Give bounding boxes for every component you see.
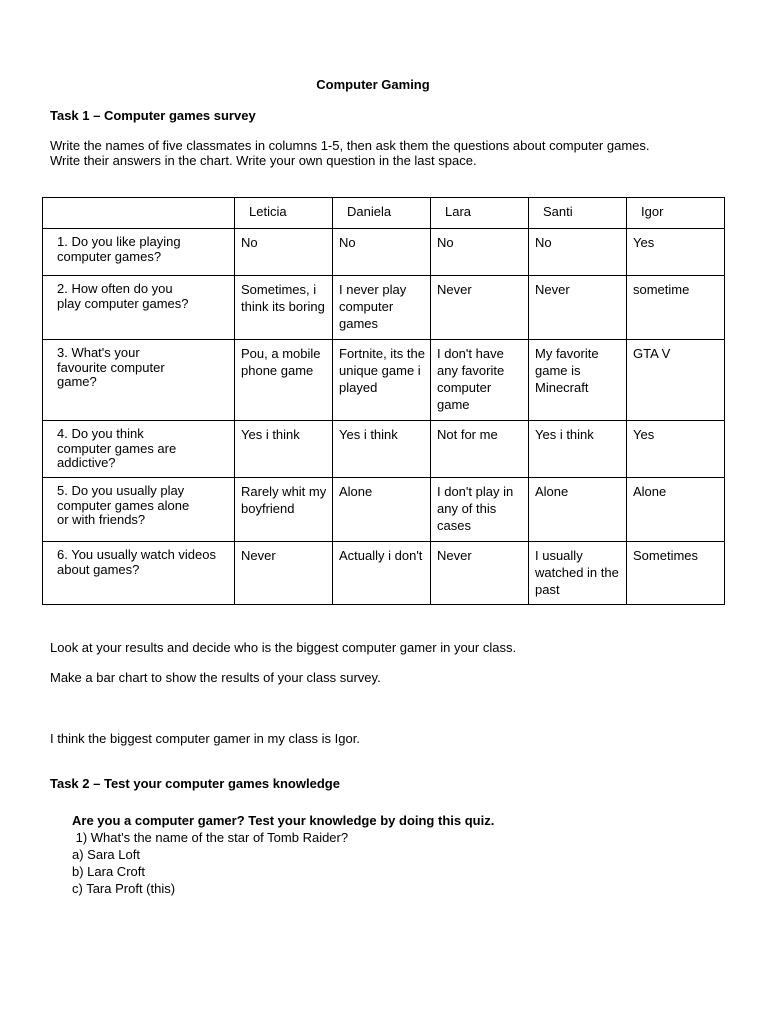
question-line: computer games alone	[57, 497, 190, 513]
table-header-row	[43, 198, 725, 229]
question-line: about games?	[57, 561, 140, 577]
question-line: computer games are	[57, 440, 177, 456]
answer-cell: No	[529, 229, 627, 276]
results-instruction: Look at your results and decide who is the biggest computer gamer in your class.	[50, 640, 517, 655]
quiz-question-1: 1) What's the name of the star of Tomb Raider?	[72, 830, 349, 845]
header-cell-name: Lara	[431, 198, 529, 229]
question-line: addictive?	[57, 455, 116, 470]
header-cell-name: Igor	[627, 198, 725, 229]
table-row	[43, 229, 725, 276]
answer-cell: Actually i don't	[333, 542, 431, 605]
question-line: 2. How often do you	[57, 281, 173, 296]
quiz-option-b: b) Lara Croft	[72, 864, 145, 879]
question-line: 6. You usually watch videos	[57, 547, 216, 562]
question-line: computer games?	[57, 248, 162, 264]
header-cell-name: Leticia	[235, 198, 333, 229]
answer-cell: GTA V	[627, 340, 725, 421]
survey-table	[42, 197, 725, 605]
answer-cell: Alone	[529, 478, 627, 542]
question-line: game?	[57, 374, 97, 389]
quiz-intro: Are you a computer gamer? Test your knowledge by doing this quiz.	[72, 813, 495, 828]
task1-instructions	[50, 138, 650, 168]
answer-cell: Never	[431, 542, 529, 605]
question-cell	[43, 542, 235, 605]
table-row	[43, 542, 725, 605]
question-cell	[43, 340, 235, 421]
answer-cell: No	[333, 229, 431, 276]
table-row	[43, 340, 725, 421]
question-line: favourite computer	[57, 359, 165, 375]
bar-chart-instruction: Make a bar chart to show the results of your class survey.	[50, 670, 381, 685]
question-line: 4. Do you think	[57, 426, 144, 441]
quiz-question-block	[72, 829, 348, 897]
answer-cell: Alone	[627, 478, 725, 542]
question-cell	[43, 478, 235, 542]
answer-cell: Not for me	[431, 421, 529, 478]
answer-cell: Never	[235, 542, 333, 605]
instruction-line-1: Write the names of five classmates in columns 1-5, then ask them the questions about computer games.	[50, 138, 650, 153]
answer-cell: No	[431, 229, 529, 276]
answer-cell: Rarely whit my boyfriend	[235, 478, 333, 542]
question-line: 3. What's your	[57, 345, 140, 360]
question-line: or with friends?	[57, 512, 146, 527]
question-cell	[43, 421, 235, 478]
page-title: Computer Gaming	[316, 77, 430, 92]
question-line: 1. Do you like playing	[57, 234, 181, 249]
answer-cell: Pou, a mobile phone game	[235, 340, 333, 421]
table-row	[43, 478, 725, 542]
answer-cell: Never	[529, 276, 627, 340]
table-row	[43, 276, 725, 340]
answer-cell: Alone	[333, 478, 431, 542]
answer-cell: Yes i think	[235, 421, 333, 478]
question-line: play computer games?	[57, 295, 189, 311]
header-cell-name: Daniela	[333, 198, 431, 229]
answer-cell: I usually watched in the past	[529, 542, 627, 605]
task2-heading: Task 2 – Test your computer games knowledge	[50, 776, 340, 791]
answer-cell: I never play computer games	[333, 276, 431, 340]
quiz-option-a: a) Sara Loft	[72, 847, 140, 862]
question-cell	[43, 276, 235, 340]
answer-cell: My favorite game is Minecraft	[529, 340, 627, 421]
answer-cell: Yes i think	[333, 421, 431, 478]
answer-cell: Yes	[627, 229, 725, 276]
answer-cell: Sometimes	[627, 542, 725, 605]
answer-cell: Yes i think	[529, 421, 627, 478]
instruction-line-2: Write their answers in the chart. Write your own question in the last space.	[50, 153, 477, 168]
answer-cell: I don't have any favorite computer game	[431, 340, 529, 421]
answer-cell: I don't play in any of this cases	[431, 478, 529, 542]
header-cell-name: Santi	[529, 198, 627, 229]
question-line: 5. Do you usually play	[57, 483, 185, 498]
header-cell-empty	[43, 198, 235, 229]
task1-heading: Task 1 – Computer games survey	[50, 108, 256, 123]
answer-cell: Yes	[627, 421, 725, 478]
answer-cell: Fortnite, its the unique game i played	[333, 340, 431, 421]
answer-cell: Sometimes, i think its boring	[235, 276, 333, 340]
answer-cell: No	[235, 229, 333, 276]
answer-cell: Never	[431, 276, 529, 340]
quiz-option-c: c) Tara Proft (this)	[72, 881, 176, 896]
answer-cell: sometime	[627, 276, 725, 340]
question-cell	[43, 229, 235, 276]
conclusion-text: I think the biggest computer gamer in my class is Igor.	[50, 731, 360, 746]
table-row	[43, 421, 725, 478]
